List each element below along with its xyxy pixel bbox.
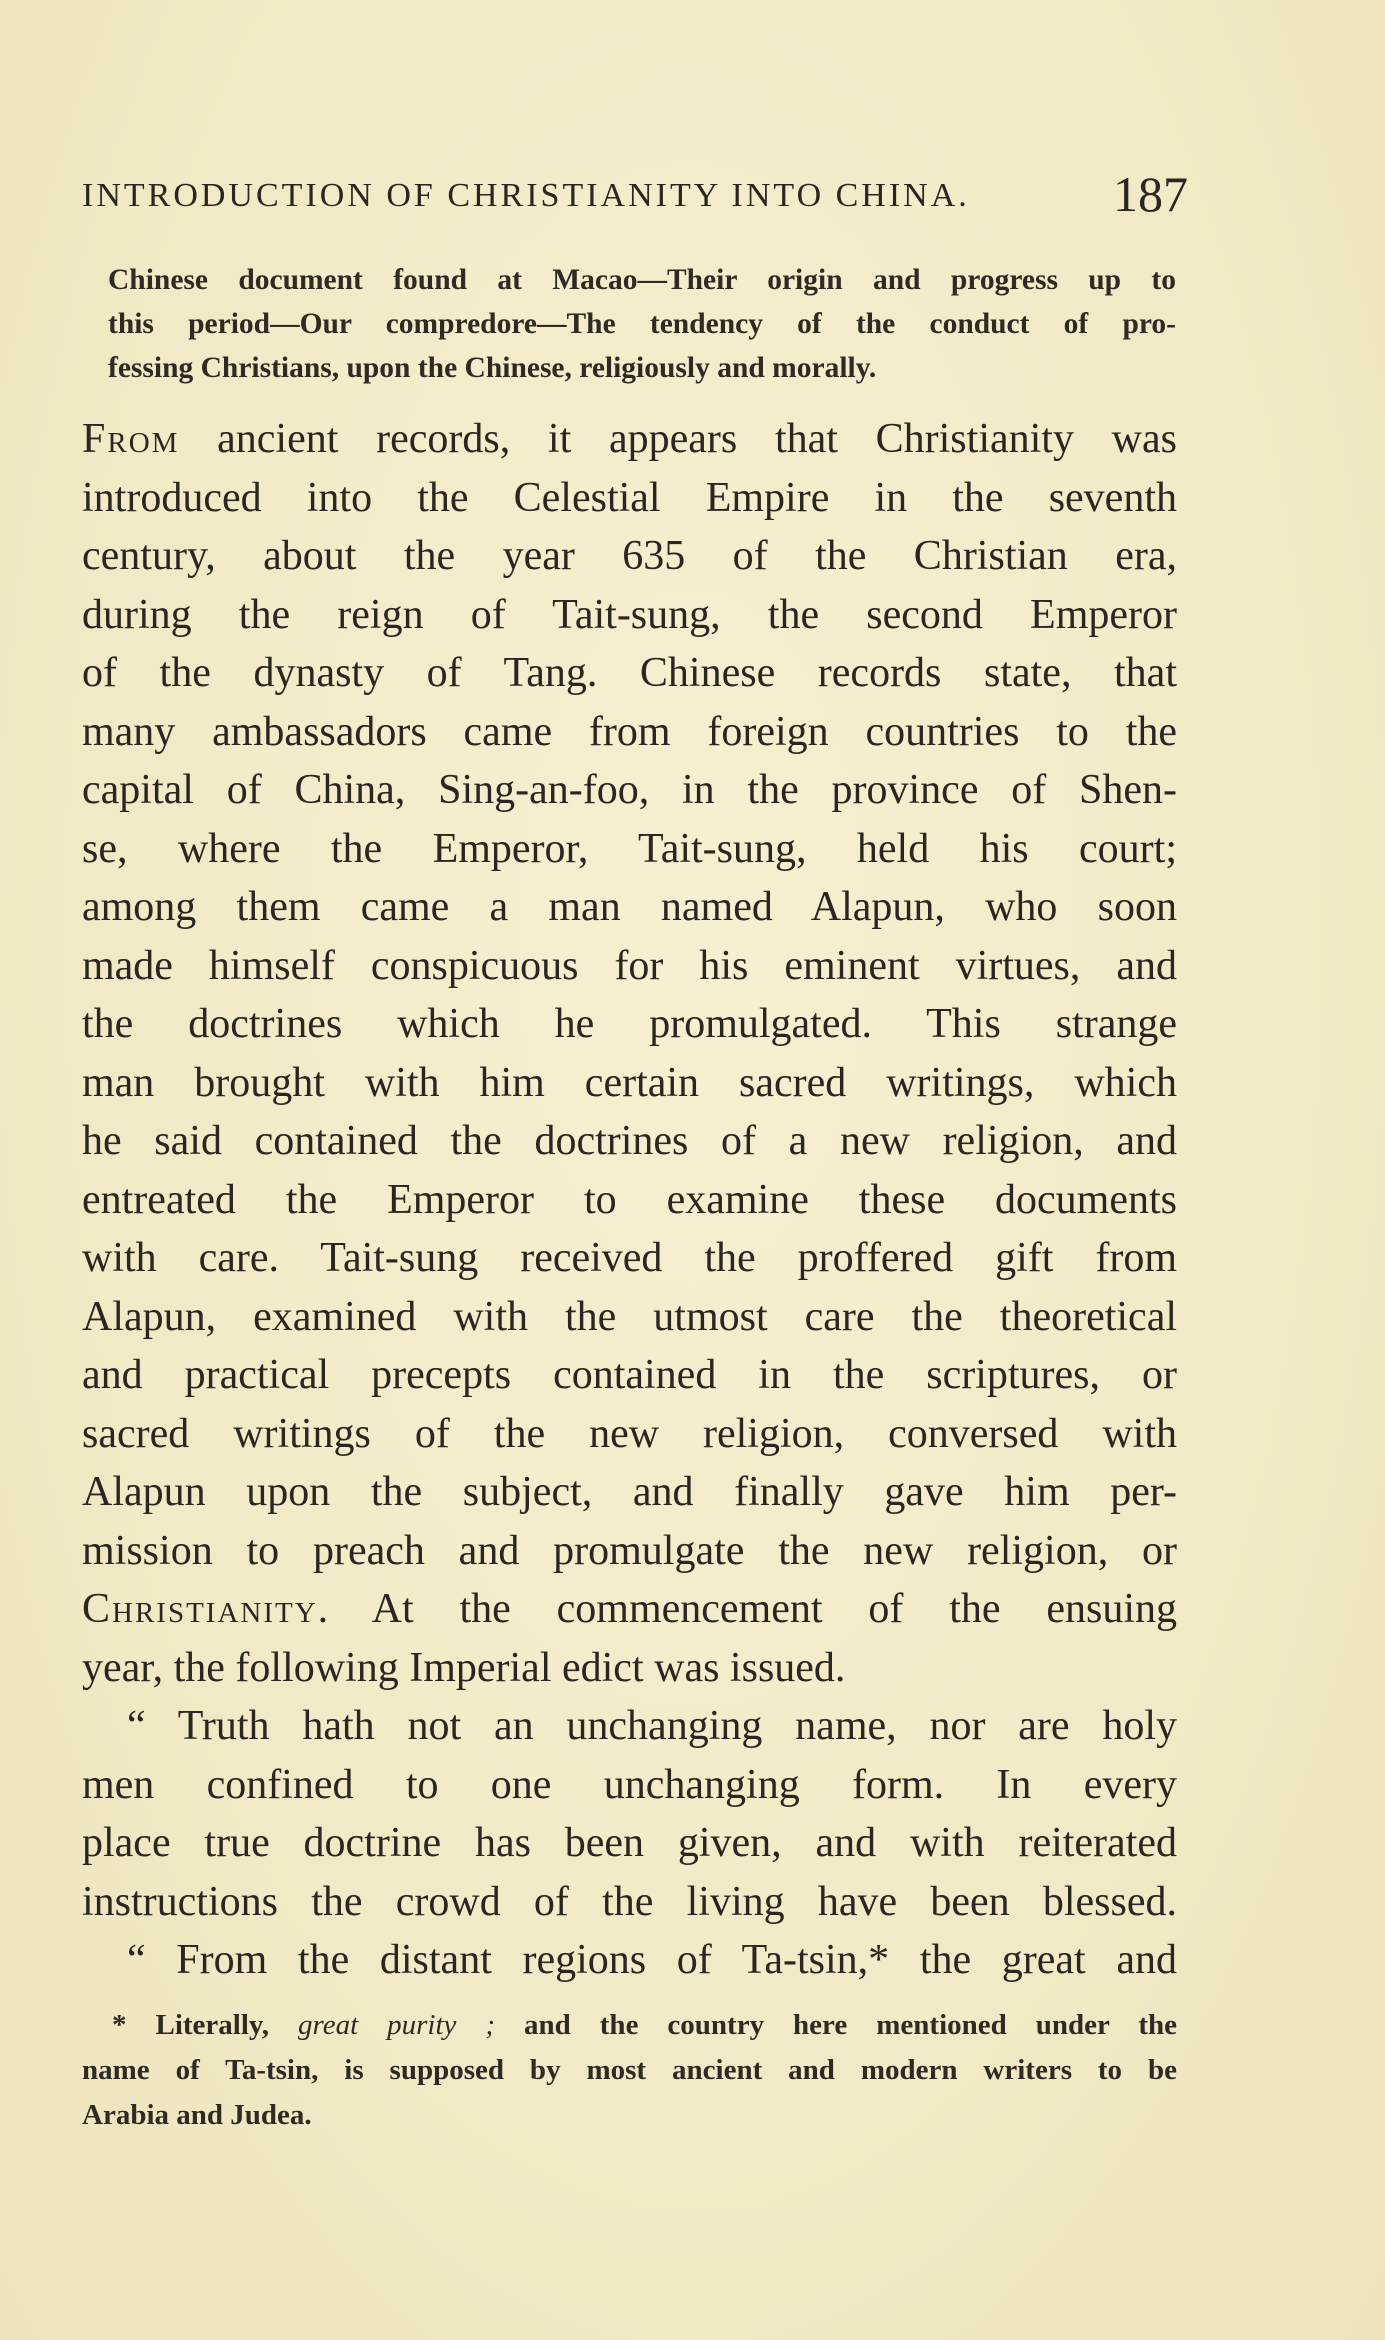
body-line: se, where the Emperor, Tait-sung, held his court; [82,825,1177,872]
body-line: the doctrines which he promulgated. This strange [82,1001,1177,1047]
quote-line: “ Truth hath not an unchanging name, nor are holy [127,1703,1177,1749]
summary-line: fessing Christians, upon the Chinese, religiously and morally. [108,352,877,384]
summary-line: Chinese document found at Macao—Their origin and progress up to [108,264,1176,296]
christianity-small-caps: Christianity [82,1586,318,1632]
footnote-italic: great purity ; [298,2009,496,2041]
body-line: with care. Tait-sung received the proffered gift from [82,1235,1177,1281]
body-line: From ancient records, it appears that Christianity was [82,416,1177,462]
body-line: among them came a man named Alapun, who soon [82,884,1177,930]
body-line: during the reign of Tait-sung, the second Emperor [82,591,1177,638]
summary-line: this period—Our compredore—The tendency of the conduct of pro- [108,308,1176,340]
body-line: Alapun, examined with the utmost care the theoretical [82,1293,1177,1340]
chapter-summary [108,258,1176,390]
drop-word: From [82,416,180,462]
body-line: mission to preach and promulgate the new religion, or [82,1527,1177,1574]
body-line: introduced into the Celestial Empire in the seventh [82,474,1177,521]
body-line: year, the following Imperial edict was issued. [82,1644,846,1691]
running-title: INTRODUCTION OF CHRISTIANITY INTO CHINA. [82,177,970,214]
running-head [82,165,1188,225]
body-text [82,410,1177,1990]
body-line: century, about the year 635 of the Christian era, [82,533,1177,579]
body-line: and practical precepts contained in the scriptures, or [82,1352,1177,1398]
quote-line: instructions the crowd of the living have been blessed. [82,1878,1177,1925]
quote-line: place true doctrine has been given, and with reiterated [82,1820,1177,1866]
footnote-line: * Literally, great purity ; and the country here mentioned under the [112,2009,1177,2041]
body-line: Alapun upon the subject, and finally gave him per- [82,1469,1177,1515]
footnote-line: name of Ta-tsin, is supposed by most ancient and modern writers to be [82,2054,1177,2086]
body-line: made himself conspicuous for his eminent virtues, and [82,942,1177,989]
body-line: of the dynasty of Tang. Chinese records state, that [82,650,1177,696]
page-number: 187 [1113,166,1188,222]
quote-line: “ From the distant regions of Ta-tsin,* the great and [127,1937,1177,1983]
body-line: man brought with him certain sacred writings, which [82,1059,1177,1106]
body-line: Christianity. At the commencement of the ensuing [82,1586,1177,1632]
body-line: capital of China, Sing-an-foo, in the province of Shen- [82,767,1177,813]
footnote-line: Arabia and Judea. [82,2099,312,2131]
body-line: many ambassadors came from foreign countries to the [82,708,1177,755]
body-line: he said contained the doctrines of a new religion, and [82,1118,1177,1164]
body-line: entreated the Emperor to examine these documents [82,1176,1177,1223]
quote-line: men confined to one unchanging form. In every [82,1761,1177,1808]
footnote [82,2003,1177,2138]
body-line: sacred writings of the new religion, conversed with [82,1410,1177,1457]
